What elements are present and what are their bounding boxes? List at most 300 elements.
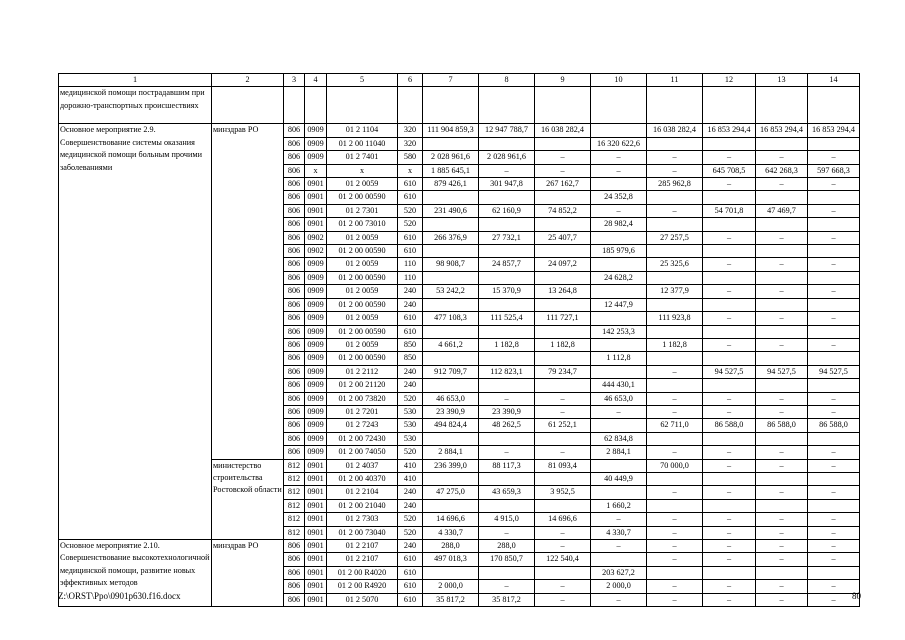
table-cell [535, 298, 591, 311]
table-cell: 01 2 7401 [327, 151, 398, 164]
table-cell: 240 [398, 486, 423, 499]
table-cell: 1 182,8 [535, 338, 591, 351]
table-cell [423, 245, 479, 258]
table-cell [479, 325, 535, 338]
executor-name: минздрав РО [212, 124, 284, 459]
column-header: 10 [591, 74, 647, 87]
table-cell: 01 2 00 00590 [327, 245, 398, 258]
table-cell: – [479, 580, 535, 593]
table-cell [703, 379, 756, 392]
table-cell: 46 653,0 [423, 392, 479, 405]
table-cell [479, 379, 535, 392]
table-cell: – [808, 204, 860, 217]
table-cell: 16 853 294,4 [703, 124, 756, 137]
table-cell: 01 2 7301 [327, 204, 398, 217]
table-cell: 0901 [305, 499, 327, 512]
table-cell [591, 124, 647, 137]
table-cell: x [398, 164, 423, 177]
table-cell: 94 527,5 [808, 365, 860, 378]
table-cell [591, 553, 647, 566]
table-cell [808, 379, 860, 392]
table-cell: 806 [284, 338, 305, 351]
table-cell: 520 [398, 513, 423, 526]
table-cell: 0909 [305, 365, 327, 378]
table-cell [703, 137, 756, 150]
table-cell [647, 379, 703, 392]
table-cell [703, 432, 756, 445]
column-header: 12 [703, 74, 756, 87]
table-cell: 86 588,0 [808, 419, 860, 432]
table-cell: 806 [284, 231, 305, 244]
table-cell: 43 659,3 [479, 486, 535, 499]
table-cell: 610 [398, 191, 423, 204]
column-header: 4 [305, 74, 327, 87]
table-cell: – [703, 540, 756, 553]
table-cell: 806 [284, 178, 305, 191]
table-cell: 850 [398, 338, 423, 351]
table-cell: – [703, 580, 756, 593]
table-cell: 185 979,6 [591, 245, 647, 258]
table-cell: 110 [398, 271, 423, 284]
table-cell [423, 379, 479, 392]
table-cell: 0901 [305, 486, 327, 499]
table-cell: 4 915,0 [479, 513, 535, 526]
table-cell [591, 258, 647, 271]
table-cell [703, 191, 756, 204]
table-cell: – [808, 231, 860, 244]
table-cell: 597 668,3 [808, 164, 860, 177]
table-cell: – [703, 593, 756, 606]
table-cell [808, 137, 860, 150]
table-cell: 01 2 0059 [327, 312, 398, 325]
table-cell [284, 87, 305, 124]
table-cell: – [756, 459, 808, 472]
table-cell: 24 857,7 [479, 258, 535, 271]
table-cell: 320 [398, 137, 423, 150]
table-cell [535, 432, 591, 445]
table-cell [535, 87, 591, 124]
table-cell: 35 817,2 [423, 593, 479, 606]
table-cell [212, 87, 284, 124]
table-cell: 0909 [305, 419, 327, 432]
table-cell: 236 399,0 [423, 459, 479, 472]
table-cell: – [756, 513, 808, 526]
table-cell: – [591, 164, 647, 177]
table-cell: 81 093,4 [535, 459, 591, 472]
table-cell [647, 137, 703, 150]
table-cell: – [647, 580, 703, 593]
table-cell: – [591, 151, 647, 164]
table-cell [808, 87, 860, 124]
table-cell: – [647, 405, 703, 418]
table-cell: x [327, 164, 398, 177]
table-cell [479, 137, 535, 150]
table-cell: 16 320 622,6 [591, 137, 647, 150]
table-cell: 70 000,0 [647, 459, 703, 472]
table-cell: 610 [398, 580, 423, 593]
table-cell: – [756, 593, 808, 606]
table-cell: 110 [398, 258, 423, 271]
table-cell: 812 [284, 472, 305, 485]
table-cell: 240 [398, 379, 423, 392]
table-cell: 25 407,7 [535, 231, 591, 244]
table-cell [398, 87, 423, 124]
table-cell: 301 947,8 [479, 178, 535, 191]
table-cell: 01 2 00 21040 [327, 499, 398, 512]
table-cell: – [808, 258, 860, 271]
table-cell: 806 [284, 392, 305, 405]
executor-name: министерство строительства Ростовской области [212, 459, 284, 539]
table-cell: – [647, 151, 703, 164]
table-cell: 01 2 7201 [327, 405, 398, 418]
table-cell: 806 [284, 566, 305, 579]
table-cell: 806 [284, 553, 305, 566]
table-cell: 806 [284, 151, 305, 164]
table-cell: 812 [284, 513, 305, 526]
table-cell: 806 [284, 580, 305, 593]
column-header: 13 [756, 74, 808, 87]
table-cell [647, 325, 703, 338]
table-cell: 40 449,9 [591, 472, 647, 485]
table-cell [591, 459, 647, 472]
table-cell: 806 [284, 365, 305, 378]
table-cell: 01 2 00 00590 [327, 325, 398, 338]
table-cell: 23 390,9 [423, 405, 479, 418]
table-cell [591, 231, 647, 244]
table-cell: 610 [398, 178, 423, 191]
table-cell: – [647, 392, 703, 405]
table-cell [647, 566, 703, 579]
table-cell [756, 325, 808, 338]
footer-file-path: Z:\ORST\Ppo\0901p630.f16.docx [58, 591, 181, 601]
table-cell: 2 884,1 [423, 446, 479, 459]
table-cell: 47 469,7 [756, 204, 808, 217]
table-cell: 0901 [305, 540, 327, 553]
table-cell [327, 87, 398, 124]
table-cell [591, 178, 647, 191]
table-cell: 0909 [305, 137, 327, 150]
table-cell: 24 628,2 [591, 271, 647, 284]
table-cell: 16 853 294,4 [808, 124, 860, 137]
table-cell: 12 377,9 [647, 285, 703, 298]
column-header: 11 [647, 74, 703, 87]
table-cell: – [808, 285, 860, 298]
table-cell: 0909 [305, 338, 327, 351]
table-cell [808, 472, 860, 485]
table-cell: 4 661,2 [423, 338, 479, 351]
table-cell [535, 191, 591, 204]
table-cell: 610 [398, 593, 423, 606]
table-cell: 806 [284, 164, 305, 177]
table-cell: 53 242,2 [423, 285, 479, 298]
executor-name: минздрав РО [212, 540, 284, 607]
table-cell: – [808, 580, 860, 593]
table-cell: 24 352,8 [591, 191, 647, 204]
table-cell: 530 [398, 419, 423, 432]
table-cell: 806 [284, 218, 305, 231]
table-cell [647, 432, 703, 445]
table-cell: – [703, 446, 756, 459]
table-cell: 0909 [305, 432, 327, 445]
table-cell: 240 [398, 365, 423, 378]
table-cell: – [756, 553, 808, 566]
table-cell: 806 [284, 432, 305, 445]
table-cell: 806 [284, 352, 305, 365]
table-cell: 806 [284, 245, 305, 258]
table-cell [647, 472, 703, 485]
table-cell: – [647, 204, 703, 217]
table-cell [479, 499, 535, 512]
table-cell: 12 947 788,7 [479, 124, 535, 137]
table-cell: 806 [284, 191, 305, 204]
table-cell: 806 [284, 593, 305, 606]
table-cell: – [647, 513, 703, 526]
table-cell: 111 904 859,3 [423, 124, 479, 137]
table-cell: 806 [284, 405, 305, 418]
table-cell [535, 245, 591, 258]
table-cell: – [703, 405, 756, 418]
table-cell: 01 2 00 74050 [327, 446, 398, 459]
table-cell: 806 [284, 137, 305, 150]
table-cell: 48 262,5 [479, 419, 535, 432]
table-cell: – [703, 285, 756, 298]
table-cell: 240 [398, 285, 423, 298]
table-cell: – [808, 446, 860, 459]
table-cell: – [808, 392, 860, 405]
table-cell: 2 884,1 [591, 446, 647, 459]
table-cell: – [703, 312, 756, 325]
table-cell: 47 275,0 [423, 486, 479, 499]
table-cell: 285 962,8 [647, 178, 703, 191]
table-cell: 0901 [305, 553, 327, 566]
table-cell: – [756, 540, 808, 553]
table-cell: – [647, 164, 703, 177]
table-cell: 62 160,9 [479, 204, 535, 217]
table-cell [423, 432, 479, 445]
table-cell: 01 2 2104 [327, 486, 398, 499]
table-cell: 0909 [305, 258, 327, 271]
table-cell: – [647, 593, 703, 606]
table-cell: 320 [398, 124, 423, 137]
table-cell [808, 245, 860, 258]
budget-table [58, 73, 860, 607]
table-cell [479, 271, 535, 284]
table-cell: 01 2 5070 [327, 593, 398, 606]
table-cell [756, 218, 808, 231]
table-cell: 240 [398, 298, 423, 311]
table-cell [756, 379, 808, 392]
table-cell: 01 2 00 00590 [327, 352, 398, 365]
table-cell: 0901 [305, 566, 327, 579]
table-cell: 01 2 0059 [327, 258, 398, 271]
table-cell: 0909 [305, 352, 327, 365]
table-cell: – [703, 178, 756, 191]
table-cell: x [305, 164, 327, 177]
table-cell: – [756, 338, 808, 351]
table-cell [647, 499, 703, 512]
table-cell [423, 87, 479, 124]
table-cell: – [647, 486, 703, 499]
table-cell: 79 234,7 [535, 365, 591, 378]
table-cell: 410 [398, 472, 423, 485]
table-cell [535, 499, 591, 512]
table-cell: 0901 [305, 191, 327, 204]
table-cell [756, 432, 808, 445]
table-cell: – [756, 486, 808, 499]
table-cell: 74 852,2 [535, 204, 591, 217]
table-cell: – [756, 231, 808, 244]
column-header: 2 [212, 74, 284, 87]
table-cell: 01 2 00 73820 [327, 392, 398, 405]
table-cell: – [703, 392, 756, 405]
table-cell [591, 285, 647, 298]
table-cell: 01 2 00 72430 [327, 432, 398, 445]
column-header: 9 [535, 74, 591, 87]
table-cell: 410 [398, 459, 423, 472]
table-cell: – [808, 526, 860, 539]
table-cell: 2 028 961,6 [423, 151, 479, 164]
table-cell: 610 [398, 325, 423, 338]
table-cell: 0901 [305, 218, 327, 231]
table-cell: – [756, 258, 808, 271]
table-cell: 0902 [305, 231, 327, 244]
table-cell: 520 [398, 218, 423, 231]
table-cell: – [756, 446, 808, 459]
table-cell [423, 137, 479, 150]
table-cell: 806 [284, 540, 305, 553]
table-cell [591, 87, 647, 124]
table-cell: 850 [398, 352, 423, 365]
table-cell [756, 137, 808, 150]
table-cell: 0901 [305, 459, 327, 472]
table-cell [535, 137, 591, 150]
table-cell: – [479, 392, 535, 405]
table-cell: 86 588,0 [756, 419, 808, 432]
table-cell: 12 447,9 [591, 298, 647, 311]
table-cell: – [535, 446, 591, 459]
table-cell [479, 566, 535, 579]
table-cell: 01 2 1104 [327, 124, 398, 137]
table-cell: – [535, 151, 591, 164]
table-cell [647, 218, 703, 231]
table-cell [808, 191, 860, 204]
table-cell: – [808, 553, 860, 566]
table-row [59, 87, 860, 124]
table-cell: 444 430,1 [591, 379, 647, 392]
table-cell [591, 486, 647, 499]
table-cell: – [535, 392, 591, 405]
table-cell: 61 252,1 [535, 419, 591, 432]
table-cell: 266 376,9 [423, 231, 479, 244]
table-cell [479, 472, 535, 485]
table-cell: 2 028 961,6 [479, 151, 535, 164]
table-cell: 35 817,2 [479, 593, 535, 606]
table-cell: 497 018,3 [423, 553, 479, 566]
table-cell [423, 271, 479, 284]
table-cell [756, 271, 808, 284]
table-cell [423, 499, 479, 512]
table-cell: – [591, 540, 647, 553]
table-cell: – [808, 459, 860, 472]
table-cell: 806 [284, 446, 305, 459]
table-cell: 01 2 2107 [327, 553, 398, 566]
table-cell: – [647, 446, 703, 459]
table-cell: – [535, 580, 591, 593]
table-cell: 13 264,8 [535, 285, 591, 298]
table-cell: 0909 [305, 405, 327, 418]
table-cell [808, 566, 860, 579]
table-cell: 112 823,1 [479, 365, 535, 378]
table-cell: 610 [398, 245, 423, 258]
table-cell: 24 097,2 [535, 258, 591, 271]
table-cell: – [479, 526, 535, 539]
table-cell [479, 352, 535, 365]
table-cell: 231 490,6 [423, 204, 479, 217]
table-cell: 806 [284, 285, 305, 298]
table-cell [479, 191, 535, 204]
table-cell: 610 [398, 566, 423, 579]
table-cell [647, 245, 703, 258]
table-cell: 01 2 2112 [327, 365, 398, 378]
table-cell: – [647, 540, 703, 553]
table-cell: 806 [284, 271, 305, 284]
table-cell: – [647, 365, 703, 378]
table-cell: 01 2 00 73040 [327, 526, 398, 539]
table-cell: 14 696,6 [423, 513, 479, 526]
table-cell: 267 162,7 [535, 178, 591, 191]
table-cell: 2 000,0 [591, 580, 647, 593]
table-cell: 0901 [305, 513, 327, 526]
table-cell: 610 [398, 231, 423, 244]
table-cell: 25 325,6 [647, 258, 703, 271]
table-cell: – [703, 553, 756, 566]
table-cell: 912 709,7 [423, 365, 479, 378]
table-cell: 0901 [305, 178, 327, 191]
table-cell: – [703, 486, 756, 499]
table-cell [479, 298, 535, 311]
table-cell: 01 2 7303 [327, 513, 398, 526]
table-cell: 806 [284, 312, 305, 325]
table-cell: 645 708,5 [703, 164, 756, 177]
table-cell: 27 732,1 [479, 231, 535, 244]
table-cell [423, 298, 479, 311]
table-cell: – [535, 164, 591, 177]
table-cell [703, 218, 756, 231]
table-cell: 1 182,8 [647, 338, 703, 351]
column-header: 3 [284, 74, 305, 87]
table-cell [479, 432, 535, 445]
table-cell: 0909 [305, 379, 327, 392]
table-cell: 46 653,0 [591, 392, 647, 405]
column-header: 6 [398, 74, 423, 87]
table-cell [703, 499, 756, 512]
table-cell: 0901 [305, 526, 327, 539]
table-cell: 3 952,5 [535, 486, 591, 499]
table-cell: 288,0 [423, 540, 479, 553]
header-row [59, 74, 860, 87]
table-cell: 288,0 [479, 540, 535, 553]
table-cell: 642 268,3 [756, 164, 808, 177]
table-cell: 54 701,8 [703, 204, 756, 217]
table-cell [647, 271, 703, 284]
table-cell: 0909 [305, 124, 327, 137]
table-cell: – [808, 405, 860, 418]
table-cell: – [808, 178, 860, 191]
table-cell [305, 87, 327, 124]
table-cell [756, 499, 808, 512]
table-cell: – [591, 593, 647, 606]
table-cell: 0909 [305, 325, 327, 338]
